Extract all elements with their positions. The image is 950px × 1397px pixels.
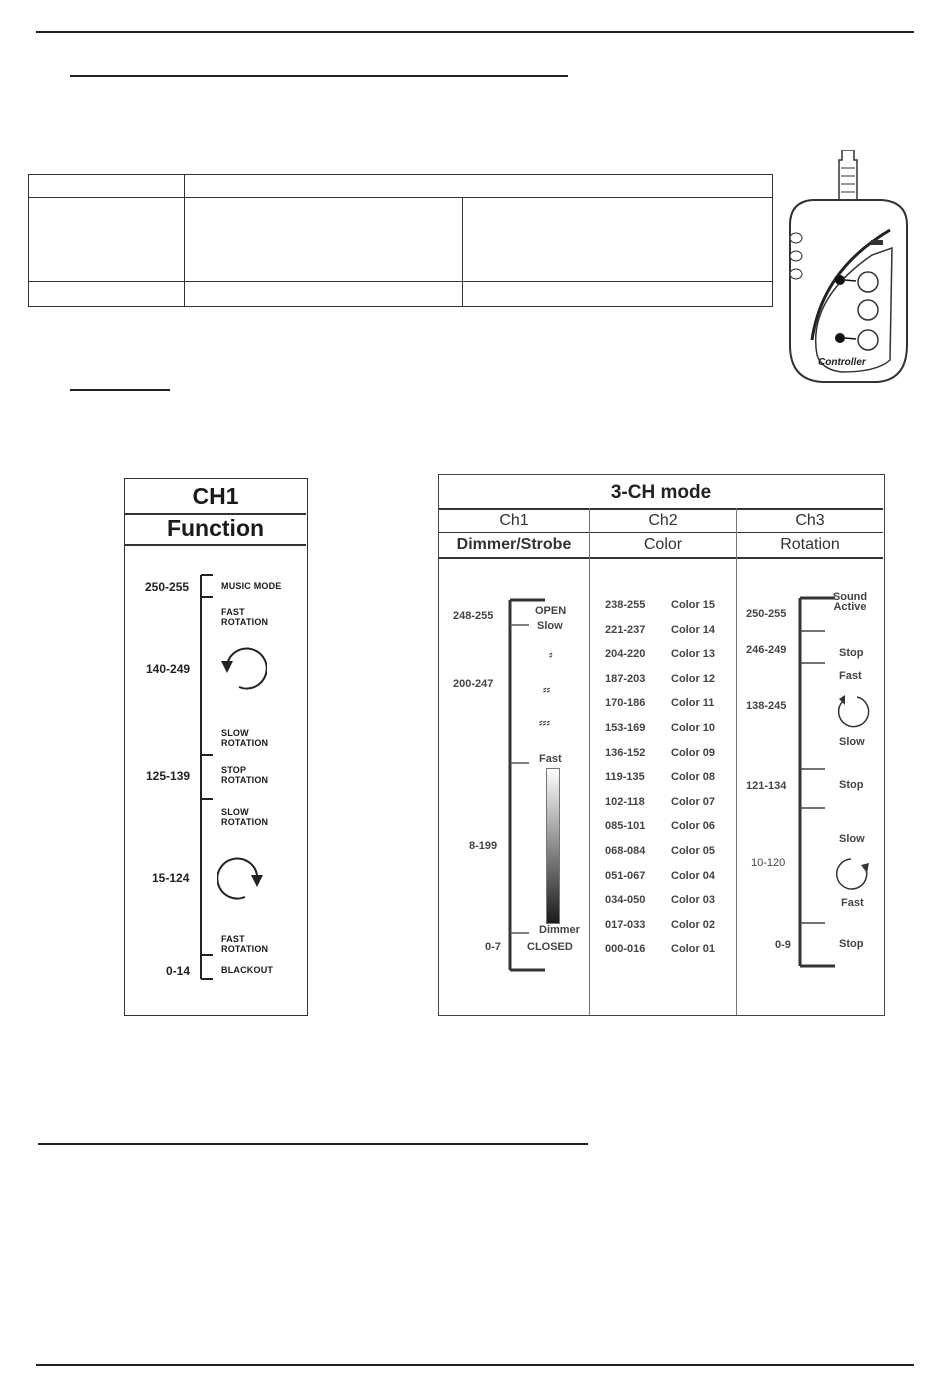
- top-rule: [36, 31, 914, 33]
- clockwise-rotation-icon: [217, 853, 267, 903]
- three-ch-title: 3-CH mode: [610, 482, 712, 503]
- ch1-label-1: MUSIC MODE: [221, 581, 282, 591]
- ch1-label-5: BLACKOUT: [221, 965, 274, 975]
- ch1-label-2-bottom: SLOW ROTATION: [221, 728, 269, 748]
- ch1-closed-label: CLOSED: [527, 941, 573, 953]
- controller-label: Controller: [818, 357, 866, 368]
- ch3-range-2: 246-249: [746, 644, 787, 656]
- ch1-panel: [124, 478, 308, 1016]
- table-hline-1: [29, 197, 772, 198]
- counterclockwise-rotation-icon: [217, 643, 267, 693]
- ch1-strobe-mark-2: ⸗⸗: [543, 684, 551, 696]
- controller-illustration: [782, 150, 912, 385]
- ch2-color-label: Color 03: [671, 894, 716, 907]
- three-ch-panel: [438, 474, 885, 1016]
- ch3-range-6: 0-9: [775, 939, 791, 951]
- ch2-range: 034-050: [605, 894, 646, 907]
- three-ch-hline-3: [439, 557, 883, 559]
- dimmer-gradient-bar: [546, 768, 560, 924]
- ch2-color-label: Color 06: [671, 820, 716, 833]
- ch3-range-5: 10-120: [751, 857, 786, 869]
- ch1-subtitle: Function: [166, 515, 265, 541]
- col-ch1-name: Ch1: [499, 512, 529, 529]
- ch2-color-label: Color 10: [671, 722, 716, 734]
- ch2-color-label: Color 12: [671, 672, 716, 685]
- three-ch-hline-1: [439, 508, 883, 510]
- ch2-color-label: Color 08: [671, 771, 716, 784]
- ch2-color-label: Color 01: [671, 943, 716, 956]
- ch2-color-label: Color 13: [671, 648, 716, 661]
- table-vline-2: [462, 197, 463, 306]
- ch3-sound-active: Sound Active: [832, 591, 868, 613]
- ch3-range-4: 121-134: [746, 780, 787, 792]
- ch2-color-label: Color 11: [671, 697, 715, 710]
- heading-underline-3: [38, 1143, 588, 1145]
- ch1-title: CH1: [192, 483, 239, 509]
- ch3-stop-3: Stop: [839, 938, 864, 950]
- ch1-label-3: STOP ROTATION: [221, 765, 269, 785]
- ch1-slow-label: Slow: [537, 620, 563, 632]
- ch2-color-label: Color 09: [671, 746, 716, 759]
- ch1-range-closed: 0-7: [485, 941, 501, 953]
- col-ch2-name: Ch2: [648, 512, 678, 529]
- heading-underline-2: [70, 389, 170, 391]
- ch2-range: 119-135: [605, 771, 645, 784]
- ch2-range: 068-084: [605, 845, 646, 857]
- ch1-label-2-top: FAST ROTATION: [221, 607, 269, 627]
- three-ch-vline-1: [589, 508, 590, 1015]
- ch2-color-label: Color 07: [671, 795, 716, 808]
- ch1-range-4: 15-124: [152, 871, 190, 885]
- col-ch2-function: Color: [643, 536, 683, 553]
- ch2-range: 136-152: [605, 746, 646, 759]
- ch2-color-label: Color 04: [671, 869, 716, 882]
- ch1-range-dimmer: 8-199: [469, 840, 498, 852]
- ch2-color-label: Color 15: [671, 599, 716, 611]
- ch3-stop-1: Stop: [839, 647, 864, 659]
- ch2-range: 204-220: [605, 648, 646, 661]
- ch2-range: 000-016: [605, 943, 646, 956]
- bottom-rule: [36, 1364, 914, 1366]
- ch2-range: 102-118: [605, 795, 645, 808]
- ch1-range-5: 0-14: [166, 964, 191, 978]
- ch1-range-3: 125-139: [146, 769, 191, 783]
- ch1-strobe-mark-1: ⸗: [549, 649, 553, 661]
- ch3-slow-2: Slow: [839, 833, 865, 845]
- ch1-fast-label: Fast: [539, 753, 562, 765]
- three-ch-vline-2: [736, 508, 737, 1015]
- heading-underline-1: [70, 75, 568, 77]
- spec-table: [28, 174, 773, 307]
- ch1-label-4-top: SLOW ROTATION: [221, 807, 269, 827]
- ch1-range-1: 250-255: [145, 580, 190, 594]
- three-ch-hline-2: [439, 532, 883, 533]
- ch3-stop-2: Stop: [839, 779, 864, 791]
- ch1-bracket: [195, 571, 215, 983]
- ch3-rotation-bracket: [795, 595, 839, 969]
- ch2-range: 238-255: [605, 599, 646, 611]
- ch1-hline-2: [125, 544, 306, 546]
- table-hline-2: [29, 281, 772, 282]
- ch1-dimmer-bracket: [505, 597, 585, 973]
- ch2-range: 221-237: [605, 623, 646, 636]
- col-ch3-name: Ch3: [795, 512, 825, 529]
- ch3-range-3: 138-245: [746, 700, 787, 712]
- ch1-open-label: OPEN: [535, 605, 567, 617]
- ch3-range-1: 250-255: [746, 608, 787, 620]
- ch1-range-strobe: 200-247: [453, 678, 494, 690]
- ch1-dimmer-label: Dimmer: [539, 924, 580, 936]
- ch3-slow-1: Slow: [839, 736, 865, 748]
- ch2-range: 051-067: [605, 869, 646, 882]
- ch2-color-label: Color 05: [671, 845, 716, 857]
- ch2-range: 153-169: [605, 722, 646, 734]
- controller-svg: [782, 150, 912, 385]
- ch1-strobe-mark-3: ⸗⸗⸗: [539, 717, 550, 729]
- ch1-range-open: 248-255: [453, 610, 494, 622]
- ch3-clockwise-icon: [833, 853, 875, 895]
- ch1-label-4-bottom: FAST ROTATION: [221, 934, 269, 954]
- col-ch3-function: Rotation: [780, 536, 840, 553]
- ch2-range: 170-186: [605, 697, 646, 710]
- ch2-range: 017-033: [605, 918, 646, 931]
- ch3-counterclockwise-icon: [833, 691, 875, 733]
- table-vline-1: [184, 175, 185, 306]
- ch1-range-2: 140-249: [146, 662, 191, 676]
- ch2-color-label: Color 14: [671, 623, 716, 636]
- ch2-color-label: Color 02: [671, 918, 716, 931]
- ch2-range: 187-203: [605, 672, 646, 685]
- col-ch1-function: Dimmer/Strobe: [456, 536, 572, 553]
- ch3-fast-2: Fast: [841, 897, 864, 909]
- ch3-fast-1: Fast: [839, 670, 862, 682]
- ch2-range: 085-101: [605, 820, 646, 833]
